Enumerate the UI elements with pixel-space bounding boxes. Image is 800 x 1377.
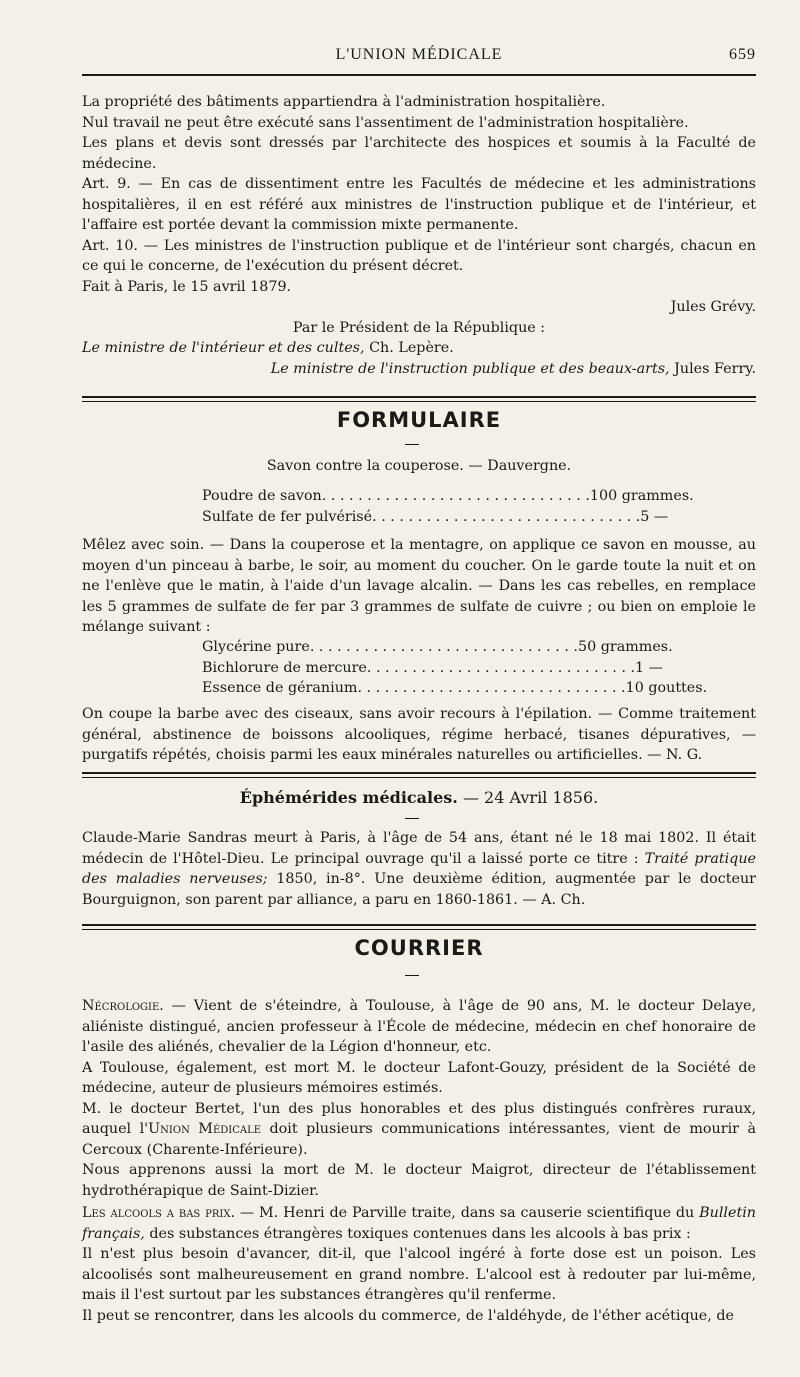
book-title: Traité pratique des maladies nerveuses; xyxy=(82,850,757,887)
decree-article-9: Art. 9. — En cas de dissentiment entre les Facultés de médecine et les administrations hospitalières, il en est référé aux ministres de l'instruction publique et de l'intérieur, et l'affaire est portée devant la commission mixte permanente. xyxy=(82,176,756,233)
recipe-title: Savon contre la couperose. — Dauvergne. xyxy=(266,458,572,474)
courrier-paragraph: M. le docteur Bertet, l'un des plus honorables et des plus distingués confrères ruraux, auquel l'Union Médicale doit plusieurs communications intéressantes, vient de mourir à Cercoux (Charente-Inférieure). xyxy=(82,1100,756,1158)
decree-line: Nul travail ne peut être exécuté sans l'assentiment de l'administration hospitalière. xyxy=(82,114,689,131)
courrier-paragraph: Il n'est plus besoin d'avancer, dit-il, que l'alcool ingéré à forte dose est un poison. Les alcoolisés sont malheureusement en grand nombre. L'alcool est à redouter par lui-même, mais il l'est surtout par les substances étrangères qu'il renferme. xyxy=(82,1246,756,1303)
signature-grevy: Jules Grévy. xyxy=(670,299,756,315)
decree-section xyxy=(82,92,756,379)
recipe-instructions: Mêlez avec soin. — Dans la couperose et la mentagre, on applique ce savon en mousse, au moyen d'un pinceau à barbe, le soir, au moment du coucher. On le garde toute la nuit et on ne l'enlève que le matin, à l'aide d'un lavage alcalin. — Dans les cas rebelles, en remplace les 5 grammes de sulfate de fer par 3 grammes de sulfate de cuivre ; ou bien on emploie le mélange suivant : xyxy=(82,537,756,635)
minister-instruction-name: Jules Ferry. xyxy=(674,360,756,377)
alcools-label: Les alcools a bas prix. xyxy=(82,1205,236,1221)
separator-dash xyxy=(405,444,419,445)
ingredient-row: Bichlorure de mercure . . . . . . . . . . . . . . . . . . . . . . . . . . . . . . 1 — xyxy=(202,659,663,676)
courrier-paragraph: Il peut se rencontrer, dans les alcools du commerce, de l'aldéhyde, de l'éther acétique, de xyxy=(82,1307,734,1324)
section-rule xyxy=(82,777,756,778)
separator-dash xyxy=(405,818,419,819)
necrologie-label: Nécrologie. xyxy=(82,998,164,1014)
courrier-heading: COURRIER xyxy=(354,936,484,960)
necrologie-paragraph: Nécrologie. — Vient de s'éteindre, à Toulouse, à l'âge de 90 ans, M. le docteur Delaye, aliéniste distingué, ancien professeur à l'École de médecine, médecin en chef honoraire de l'asile des aliénés, chevalier de la Légion d'honneur, etc. xyxy=(82,998,756,1055)
decree-line: Les plans et devis sont dressés par l'architecte des hospices et soumis à la Faculté de médecine. xyxy=(82,135,756,172)
ingredient-row: Essence de géranium . . . . . . . . . . . . . . . . . . . . . . . . . . . . . . 10 gouttes. xyxy=(202,680,708,696)
header-rule xyxy=(82,74,756,76)
ingredient-list xyxy=(202,486,694,527)
ingredient-list-2 xyxy=(202,637,708,699)
by-president: Par le Président de la République : xyxy=(292,319,546,336)
minister-interior-name: Ch. Lepère. xyxy=(369,340,454,356)
ephemerides-title: Éphémérides médicales. xyxy=(239,788,458,807)
ephemerides-heading xyxy=(82,788,756,807)
ingredient-row: Sulfate de fer pulvérisé . . . . . . . . . . . . . . . . . . . . . . . . . . . . . . 5 — xyxy=(202,508,669,525)
section-rule xyxy=(82,929,756,930)
journal-title: L'UNION MÉDICALE xyxy=(335,46,503,63)
section-rule xyxy=(82,396,756,398)
minister-instruction-title: Le ministre de l'instruction publique et des beaux-arts, xyxy=(270,360,670,377)
decree-article-10: Art. 10. — Les ministres de l'instruction publique et de l'intérieur sont chargés, chacun en ce qui le concerne, de l'exécution du présent décret. xyxy=(82,237,756,274)
ingredient-row: Glycérine pure . . . . . . . . . . . . . . . . . . . . . . . . . . . . . . 50 grammes. xyxy=(202,639,673,655)
separator-dash xyxy=(405,975,419,976)
ingredient-row: Poudre de savon . . . . . . . . . . . . . . . . . . . . . . . . . . . . . . 100 grammes. xyxy=(202,488,694,504)
courrier-section xyxy=(82,996,756,1326)
courrier-paragraph: Nous apprenons aussi la mort de M. le docteur Maigrot, directeur de l'établissement hydrothérapique de Saint-Dizier. xyxy=(82,1162,756,1199)
alcools-paragraph: Les alcools a bas prix. — M. Henri de Parville traite, dans sa causerie scientifique du Bulletin français, des substances étrangères toxiques contenues dans les alcools à bas prix : xyxy=(82,1205,756,1242)
ephemerides-date: — 24 Avril 1856. xyxy=(462,788,599,807)
formulaire-heading: FORMULAIRE xyxy=(336,408,502,432)
section-rule xyxy=(82,924,756,926)
recipe-closing: On coupe la barbe avec des ciseaux, sans avoir recours à l'épilation. — Comme traitement général, abstinence de boissons alcooliques, régime herbacé, tisanes dépuratives, — purgatifs répétés, choisis parmi les eaux minérales naturelles ou artificielles. — N. G. xyxy=(82,706,756,763)
courrier-paragraph: A Toulouse, également, est mort M. le docteur Lafont-Gouzy, président de la Société de médecine, auteur de plusieurs mémoires estimés. xyxy=(82,1059,756,1096)
decree-date: Fait à Paris, le 15 avril 1879. xyxy=(82,278,292,295)
decree-line: La propriété des bâtiments appartiendra à l'administration hospitalière. xyxy=(82,94,606,110)
page-number: 659 xyxy=(729,46,756,63)
ephemerides-text: Claude-Marie Sandras meurt à Paris, à l'âge de 54 ans, étant né le 18 mai 1802. Il était médecin de l'Hôtel-Dieu. Le principal ouvrage qu'il a laissé porte ce titre : Traité pratique des maladies nerveuses; 1850, in-8°. Une deuxième édition, augmentée par le docteur Bourguignon, son parent par alliance, a paru en 1860-1861. — A. Ch. xyxy=(82,830,757,908)
section-rule xyxy=(82,401,756,402)
minister-interior-title: Le ministre de l'intérieur et des cultes, xyxy=(82,340,365,356)
section-rule xyxy=(82,772,756,774)
